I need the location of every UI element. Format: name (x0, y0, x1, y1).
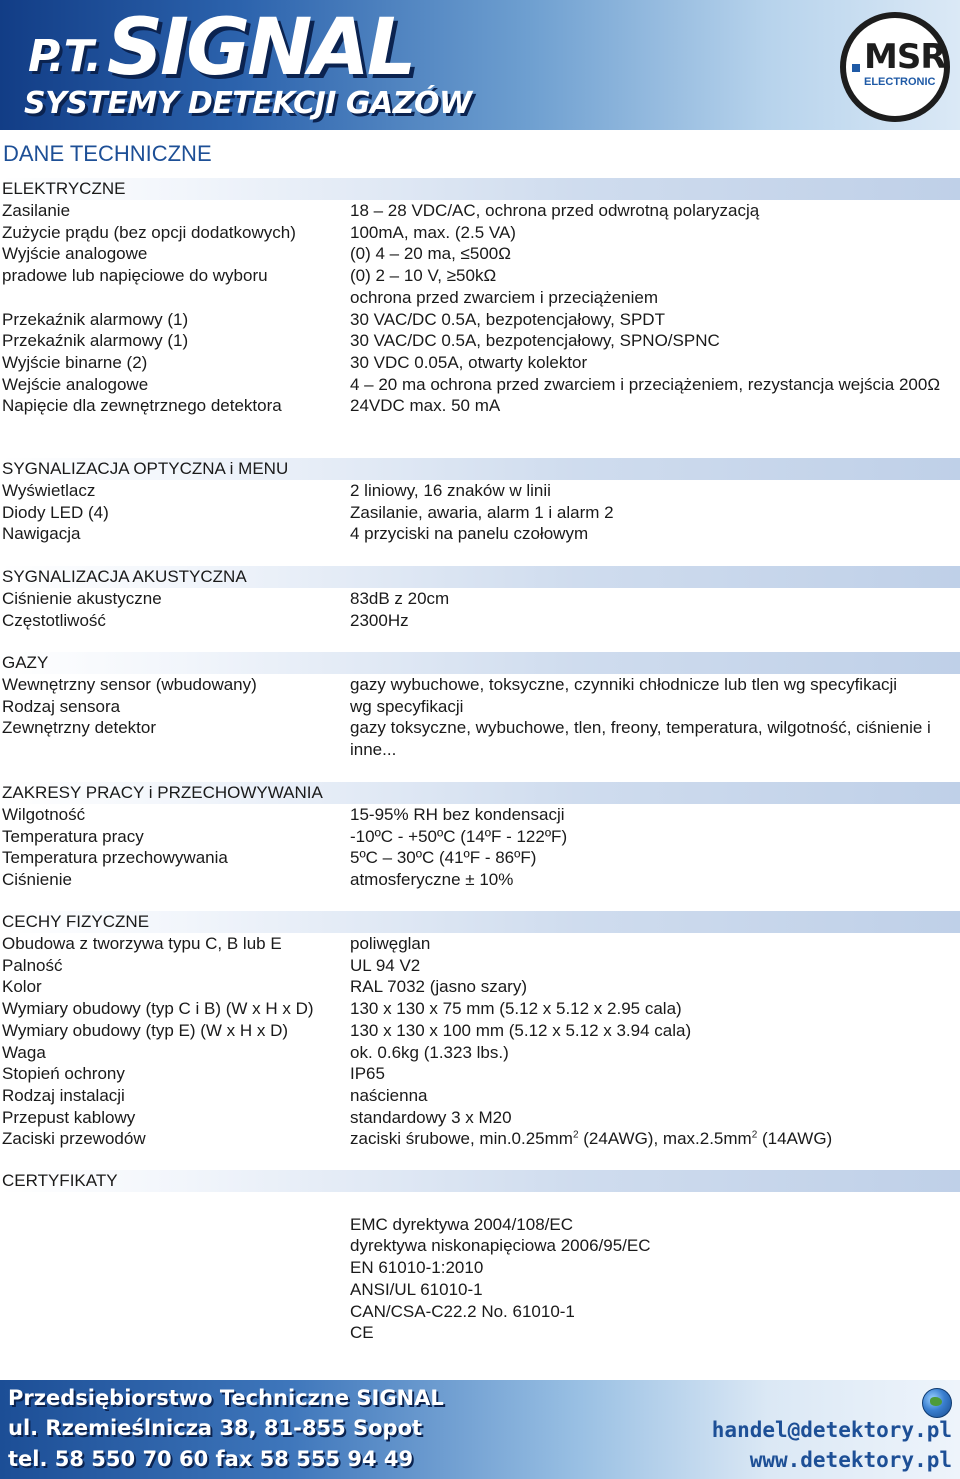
brand-tagline: SYSTEMY DETEKCJI GAZÓW (24, 86, 472, 121)
section-heading: ELEKTRYCZNE (0, 178, 960, 200)
globe-icon (922, 1388, 952, 1418)
wire-text-3: (14AWG) (757, 1129, 833, 1149)
wire-sup-2: 2 (751, 1129, 758, 1141)
spec-value: poliwęglan (350, 934, 431, 953)
spec-label: Waga (2, 1042, 46, 1062)
spec-value: UL 94 V2 (350, 955, 421, 975)
spec-label: Zewnętrzny detektor (2, 718, 157, 738)
spec-row (0, 696, 960, 718)
spec-value: wg specyfikacji (350, 696, 464, 716)
spec-row (0, 1042, 960, 1064)
spec-row (0, 243, 960, 265)
spec-label: Przekaźnik alarmowy (1) (2, 331, 189, 351)
spec-label: Nawigacja (2, 524, 81, 544)
cert-row (0, 1257, 960, 1279)
spec-row (0, 352, 960, 374)
wire-text-1: zaciski śrubowe, min.0.25mm (350, 1129, 573, 1149)
spec-label: Zużycie prądu (bez opcji dodatkowych) (2, 222, 296, 242)
spec-value: gazy toksyczne, wybuchowe, tlen, freony, temperatura, wilgotność, ciśnienie i inne... (350, 718, 931, 760)
spec-value: IP65 (350, 1064, 385, 1084)
spec-value: 2300Hz (350, 610, 409, 630)
spec-value: 130 x 130 x 75 mm (5.12 x 5.12 x 2.95 cala) (350, 999, 682, 1019)
spec-row (0, 804, 960, 826)
spec-value: 30 VDC 0.05A, otwarty kolektor (350, 352, 588, 372)
spec-value: 30 VAC/DC 0.5A, bezpotencjałowy, SPDT (350, 309, 665, 329)
spec-label: Napięcie dla zewnętrznego detektora (2, 396, 282, 416)
section-sygnalizacja-optyczna (0, 458, 960, 545)
section-heading: SYGNALIZACJA OPTYCZNA i MENU (0, 458, 960, 480)
spec-row (0, 1128, 960, 1150)
document-title: DANE TECHNICZNE (3, 141, 212, 166)
spec-label: Zaciski przewodów (2, 1129, 146, 1149)
spec-value: 5ºC – 30ºC (41ºF - 86ºF) (350, 848, 537, 868)
section-heading: GAZY (0, 652, 960, 674)
cert-item: CAN/CSA-C22.2 No. 61010-1 (350, 1301, 575, 1321)
spec-row (0, 933, 960, 955)
footer-banner (0, 1380, 960, 1479)
spec-value: (0) 2 – 10 V, ≥50kΩ (350, 266, 497, 286)
cert-row (0, 1235, 960, 1257)
section-heading: CERTYFIKATY (0, 1170, 960, 1192)
spec-row (0, 1063, 960, 1085)
spec-label: Przekaźnik alarmowy (1) (2, 309, 189, 329)
spec-value: naścienna (350, 1085, 428, 1105)
spec-label: Kolor (2, 977, 42, 997)
spec-value: Zasilanie, awaria, alarm 1 i alarm 2 (350, 502, 614, 522)
section-heading: SYGNALIZACJA AKUSTYCZNA (0, 566, 960, 588)
spec-value: 130 x 130 x 100 mm (5.12 x 5.12 x 3.94 cala) (350, 1020, 692, 1040)
section-zakresy-pracy (0, 782, 960, 891)
spec-value: 30 VAC/DC 0.5A, bezpotencjałowy, SPNO/SPNC (350, 331, 720, 351)
footer-phone: tel. 58 550 70 60 fax 58 555 94 49 (8, 1447, 414, 1471)
spec-value: -10ºC - +50ºC (14ºF - 122ºF) (350, 826, 568, 846)
spec-row (0, 717, 960, 760)
spec-row (0, 998, 960, 1020)
spec-row (0, 1020, 960, 1042)
spec-label: Rodzaj sensora (2, 696, 121, 716)
spec-label: Rodzaj instalacji (2, 1085, 125, 1105)
spec-label: Diody LED (4) (2, 502, 109, 522)
spec-label: Wyjście binarne (2) (2, 352, 148, 372)
spec-label: Wyjście analogowe (2, 244, 148, 264)
spec-label: Wejście analogowe (2, 374, 149, 394)
spec-row (0, 309, 960, 331)
spec-row (0, 480, 960, 502)
spec-row (0, 200, 960, 222)
footer-email-link[interactable]: handel@detektory.pl (711, 1418, 952, 1442)
spec-label: Temperatura pracy (2, 826, 144, 846)
spec-label: Stopień ochrony (2, 1064, 125, 1084)
header-banner (0, 0, 960, 130)
spec-row (0, 976, 960, 998)
spec-value: 18 – 28 VDC/AC, ochrona przed odwrotną polaryzacją (350, 201, 760, 220)
cert-item: dyrektywa niskonapięciowa 2006/95/EC (350, 1236, 651, 1256)
spec-value (350, 1128, 960, 1150)
spec-row (0, 847, 960, 869)
spec-label: Temperatura przechowywania (2, 848, 228, 868)
cert-row (0, 1322, 960, 1344)
spec-row (0, 265, 960, 287)
spec-value: 4 – 20 ma ochrona przed zwarciem i przeciążeniem, rezystancja wejścia 200Ω (350, 374, 941, 394)
brand-logo (28, 3, 414, 93)
section-cechy-fizyczne (0, 911, 960, 1150)
spec-row (0, 869, 960, 891)
section-certyfikaty (0, 1170, 960, 1344)
spec-row (0, 826, 960, 848)
spec-label: Ciśnienie akustyczne (2, 589, 162, 608)
section-gazy (0, 652, 960, 761)
spec-row (0, 222, 960, 244)
spec-row (0, 374, 960, 396)
spec-row (0, 955, 960, 977)
msr-logo-icon (840, 12, 950, 122)
spec-row (0, 610, 960, 632)
section-elektryczne (0, 178, 960, 417)
spec-label: Przepust kablowy (2, 1107, 136, 1127)
logo-dot (852, 64, 860, 72)
spacer-row (0, 1192, 960, 1214)
section-heading: CECHY FIZYCZNE (0, 911, 960, 933)
spec-row (0, 674, 960, 696)
spec-label: Wilgotność (2, 805, 86, 824)
spec-value: ok. 0.6kg (1.323 lbs.) (350, 1042, 509, 1062)
cert-row (0, 1214, 960, 1236)
footer-company: Przedsiębiorstwo Techniczne SIGNAL (8, 1386, 444, 1410)
cert-row (0, 1279, 960, 1301)
section-heading: ZAKRESY PRACY i PRZECHOWYWANIA (0, 782, 960, 804)
spec-row (0, 330, 960, 352)
spec-value: standardowy 3 x M20 (350, 1107, 512, 1127)
spec-label: Wymiary obudowy (typ E) (W x H x D) (2, 1020, 289, 1040)
spec-label: Palność (2, 955, 63, 975)
spec-row (0, 502, 960, 524)
logo-main-text: MSR (864, 37, 946, 77)
spec-row (0, 1107, 960, 1129)
spec-value: atmosferyczne ± 10% (350, 870, 514, 890)
brand-name: SIGNAL (106, 3, 414, 93)
spec-value: ochrona przed zwarciem i przeciążeniem (350, 287, 659, 307)
spec-label: Wymiary obudowy (typ C i B) (W x H x D) (2, 999, 314, 1019)
cert-item: EMC dyrektywa 2004/108/EC (350, 1214, 573, 1234)
spec-label: Ciśnienie (2, 870, 72, 890)
spec-value: 2 liniowy, 16 znaków w linii (350, 481, 551, 500)
section-sygnalizacja-akustyczna (0, 566, 960, 631)
spec-label: Wewnętrzny sensor (wbudowany) (2, 675, 257, 694)
spec-label: Zasilanie (2, 201, 71, 220)
spec-label: Częstotliwość (2, 610, 106, 630)
spec-value: RAL 7032 (jasno szary) (350, 977, 528, 997)
spec-row (0, 588, 960, 610)
cert-item: EN 61010-1:2010 (350, 1258, 484, 1278)
spec-label: Obudowa z tworzywa typu C, B lub E (2, 934, 282, 953)
cert-item: CE (350, 1323, 374, 1343)
spec-value: 24VDC max. 50 mA (350, 396, 501, 416)
spec-row (0, 395, 960, 417)
logo-sub-text: ELECTRONIC (864, 76, 936, 88)
spec-value: 100mA, max. (2.5 VA) (350, 222, 516, 242)
spec-label: Wyświetlacz (2, 481, 96, 500)
spec-label (0, 287, 350, 309)
spec-label: pradowe lub napięciowe do wyboru (2, 266, 268, 286)
cert-row (0, 1301, 960, 1323)
spec-row (0, 287, 960, 309)
footer-website-link[interactable]: www.detektory.pl (749, 1448, 952, 1472)
spec-value: 15-95% RH bez kondensacji (350, 805, 565, 824)
brand-prefix: P.T. (28, 31, 101, 82)
spec-row (0, 523, 960, 545)
spec-value: (0) 4 – 20 ma, ≤500Ω (350, 244, 511, 264)
cert-item: ANSI/UL 61010-1 (350, 1279, 483, 1299)
spec-value: 83dB z 20cm (350, 589, 450, 608)
spec-row (0, 1085, 960, 1107)
wire-text-2: (24AWG), max.2.5mm (578, 1129, 752, 1149)
spec-value: gazy wybuchowe, toksyczne, czynniki chłodnicze lub tlen wg specyfikacji (350, 675, 898, 694)
spec-value: 4 przyciski na panelu czołowym (350, 524, 589, 544)
wire-sup-1: 2 (572, 1129, 579, 1141)
footer-address: ul. Rzemieślnicza 38, 81-855 Sopot (8, 1416, 423, 1440)
